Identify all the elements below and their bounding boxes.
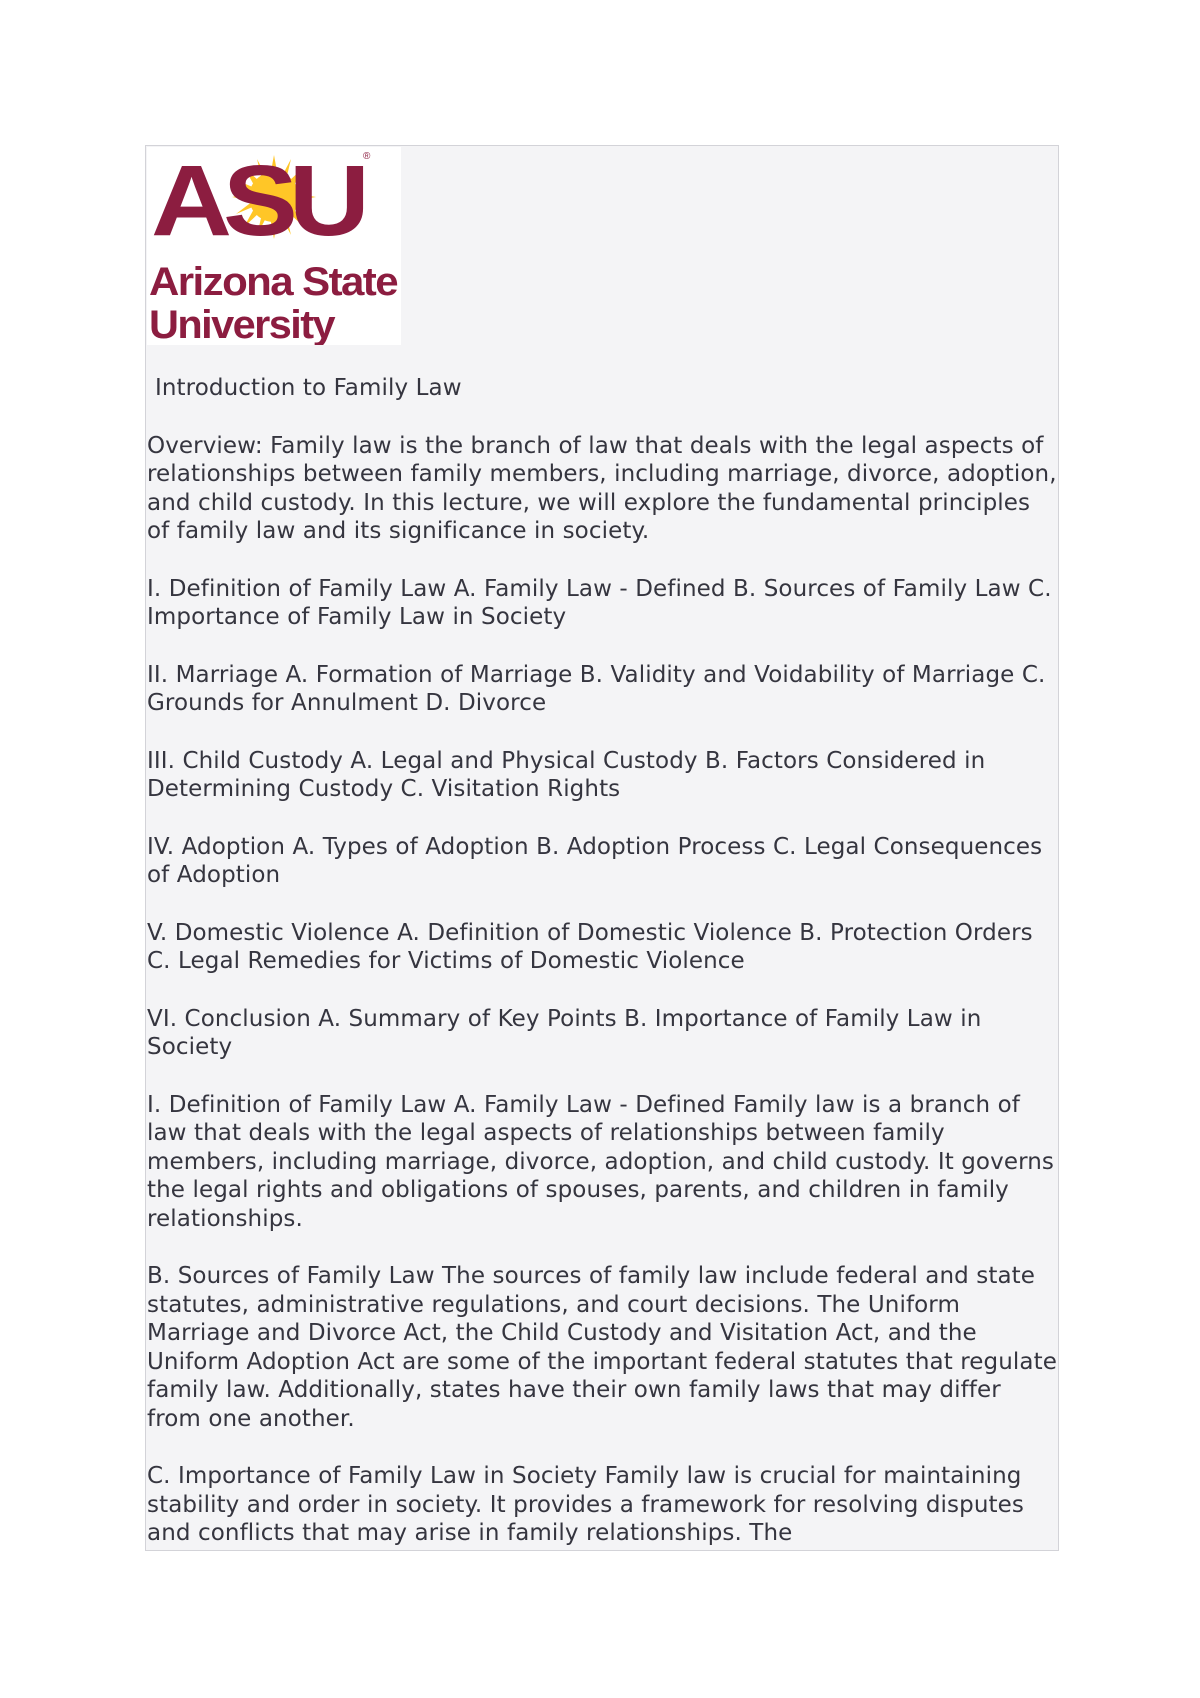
paragraph-outline-marriage: II. Marriage A. Formation of Marriage B. Validity and Voidability of Marriage C. Grounds for Annulment D. Divorce xyxy=(147,661,1046,716)
asu-logo xyxy=(147,147,401,345)
document-title: Introduction to Family Law xyxy=(155,375,462,401)
paragraph-importance: C. Importance of Family Law in Society Family law is crucial for maintaining stability and order in society. It provides a framework for resolving disputes and conflicts that may arise in family relationships. The xyxy=(147,1463,1024,1546)
paragraph-sources: B. Sources of Family Law The sources of family law include federal and state statutes, administrative regulations, and court decisions. The Uniform Marriage and Divorce Act, the Child Custody and Visitation Act, and the Uniform Adoption Act are some of the important federal statutes that regulate family law. Additionally, states have their own family laws that may differ from one another. xyxy=(147,1263,1057,1432)
paragraph-outline-conclusion: VI. Conclusion A. Summary of Key Points B. Importance of Family Law in Society xyxy=(147,1005,982,1060)
document-body xyxy=(147,374,1057,1551)
registered-mark-icon: ® xyxy=(363,151,371,162)
document-page xyxy=(145,145,1059,1551)
paragraph-outline-domestic-violence: V. Domestic Violence A. Definition of Domestic Violence B. Protection Orders C. Legal Remedies for Victims of Domestic Violence xyxy=(147,919,1033,974)
logo-line-1: Arizona State xyxy=(149,260,398,304)
paragraph-overview: Overview: Family law is the branch of law that deals with the legal aspects of relationships between family members, including marriage, divorce, adoption, and child custody. In this lecture, we will explore the fundamental principles of family law and its significance in society. xyxy=(147,432,1057,544)
paragraph-outline-definition: I. Definition of Family Law A. Family Law - Defined B. Sources of Family Law C. Importance of Family Law in Society xyxy=(147,575,1052,630)
paragraph-outline-adoption: IV. Adoption A. Types of Adoption B. Adoption Process C. Legal Consequences of Adoption xyxy=(147,833,1043,888)
paragraph-definition: I. Definition of Family Law A. Family Law - Defined Family law is a branch of law that deals with the legal aspects of relationships between family members, including marriage, divorce, adoption, and child custody. It governs the legal rights and obligations of spouses, parents, and children in family relationships. xyxy=(147,1091,1054,1232)
asu-logo-image xyxy=(147,147,401,345)
paragraph-outline-child-custody: III. Child Custody A. Legal and Physical Custody B. Factors Considered in Determining Custody C. Visitation Rights xyxy=(147,747,986,802)
asu-wordmark: ASU xyxy=(151,147,365,257)
logo-line-2: University xyxy=(149,303,337,345)
